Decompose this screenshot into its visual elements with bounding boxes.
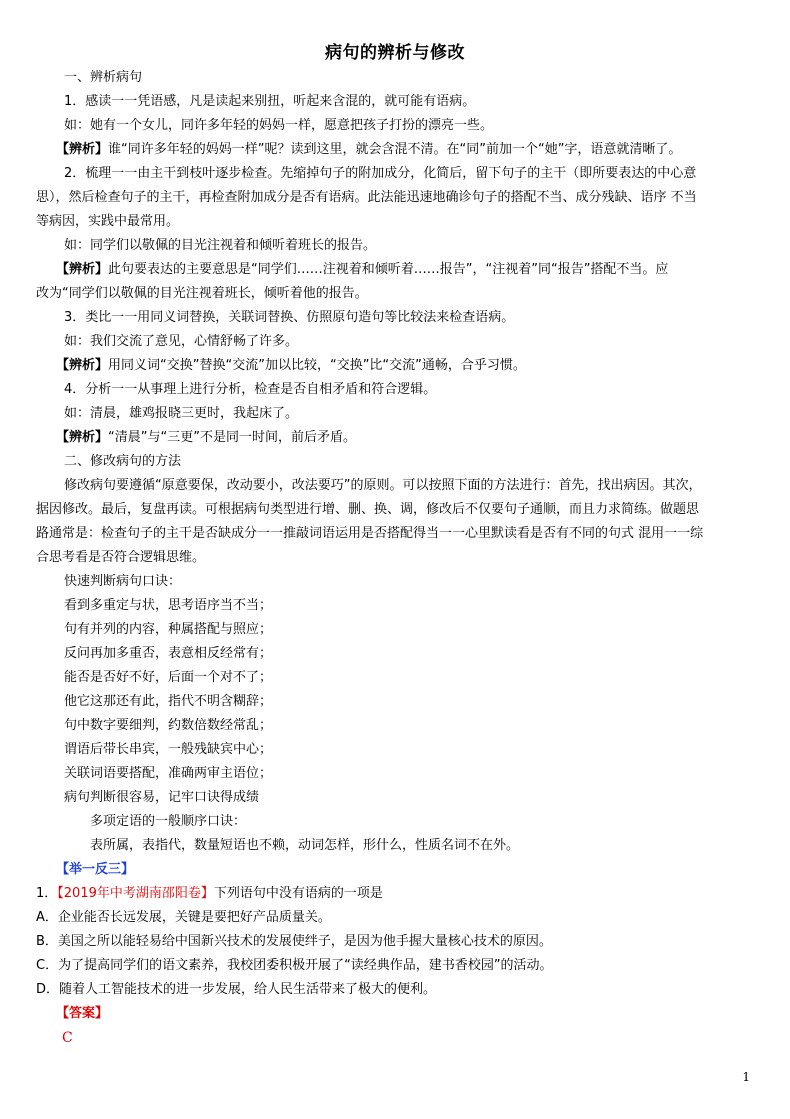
order-text: 表所属，表指代，数量短语也不赖，动词怎样，形什么，性质名词不在外。 [90, 838, 520, 853]
method-3-analysis [56, 354, 754, 378]
method-2-analysis [56, 258, 754, 282]
analysis-text: 此句要表达的主要意思是“同学们……注视着和倾听着……报告”，“注视着”同“报告”搭配不当。应 [108, 262, 669, 277]
rhyme-line: 谓语后带长串宾，一般残缺宾中心； [64, 742, 273, 757]
section-heading: 一、辨析病句 [64, 70, 143, 85]
rhyme-line: 能否是否好不好，后面一个对不了； [64, 670, 273, 685]
analysis-text: 用同义词“交换”替换“交流”加以比较，“交换”比“交流”通畅，合乎习惯。 [108, 358, 526, 373]
analysis-tag: 【辨析】 [56, 430, 109, 445]
method-3-example: 如：我们交流了意见，心情舒畅了许多。 [64, 334, 299, 349]
question-1 [36, 882, 754, 906]
page-number: 1 [742, 1070, 750, 1084]
method-1-example: 如：她有一个女儿，同许多年轻的妈妈一样，愿意把孩子打扮的漂亮一些。 [64, 118, 494, 133]
section-heading: 二、修改病句的方法 [64, 454, 182, 469]
method-1: 1．感读一一凭语感，凡是读起来别扭，听起来含混的，就可能有语病。 [64, 94, 476, 109]
answer-value: C [62, 1030, 73, 1046]
question-source: 【2019年中考湖南邵阳卷】 [57, 886, 214, 901]
analysis-tag: 【辨析】 [56, 262, 109, 277]
revision-para-line-2: 据因修改。最后，复盘再读。可根据病句类型进行增、删、换、调，修改后不仅要句子通顺，而且力求简练。做题思 [36, 502, 700, 517]
method-1-analysis [56, 138, 754, 162]
document-body [36, 66, 754, 1050]
method-2-line-1: 2．梳理一一由主干到枝叶逐步检查。先缩掉句子的附加成分，化简后，留下句子的主干（即所要表达的中心意 [64, 166, 697, 181]
rhyme-line: 他它这那还有此，指代不明含糊辞； [64, 694, 273, 709]
question-text: 下列语句中没有语病的一项是 [213, 886, 383, 901]
rhyme-line: 看到多重定与状，思考语序当不当； [64, 598, 273, 613]
page-title: 病句的辨析与修改 [325, 43, 465, 63]
analysis-tag: 【辨析】 [56, 142, 109, 157]
option-d: D．随着人工智能技术的进一步发展，给人民生活带来了极大的便利。 [36, 982, 437, 997]
rhyme-list [64, 594, 754, 810]
rhyme-line: 病句判断很容易，记牢口诀得成绩 [64, 790, 260, 805]
rhyme-line: 反问再加多重否，表意相反经常有； [64, 646, 273, 661]
analysis-text: “清晨”与“三更”不是同一时间，前后矛盾。 [108, 430, 356, 445]
practice-heading: 【举一反三】 [56, 862, 135, 877]
rhyme-line: 关联词语要搭配，准确两审主语位； [64, 766, 273, 781]
rhyme-line: 句中数字要细判，约数倍数经常乱； [64, 718, 273, 733]
revision-para-line-1: 修改病句要遵循“原意要保，改动要小，改法要巧”的原则。可以按照下面的方法进行：首先，找出病因。其次， [64, 478, 702, 493]
order-title: 多项定语的一般顺序口诀： [90, 814, 247, 829]
analysis-text: 谁“同许多年轻的妈妈一样”呢？读到这里，就会含混不清。在“同”前加一个“她”字，语意就清晰了。 [108, 142, 682, 157]
answer-label: 【答案】 [56, 1006, 109, 1021]
option-a: A．企业能否长远发展，关键是要把好产品质量关。 [36, 910, 331, 925]
option-b: B．美国之所以能轻易给中国新兴技术的发展使绊子，是因为他手握大量核心技术的原因。 [36, 934, 552, 949]
method-2-line-3: 等病因，实践中最常用。 [36, 214, 180, 229]
revision-para-line-3: 路通常是：检查句子的主干是否缺成分一一推敲词语运用是否搭配得当一一心里默读看是否有不同的句式 混用一一综 [36, 526, 704, 541]
option-c: C．为了提高同学们的语文素养，我校团委积极开展了“读经典作品，建书香校园”的活动。 [36, 958, 553, 973]
method-2-analysis-cont: 改为“同学们以敬佩的目光注视着班长，倾听着他的报告。 [36, 286, 368, 301]
question-number: 1． [36, 886, 58, 901]
method-2-example: 如：同学们以敬佩的目光注视着和倾听着班长的报告。 [64, 238, 377, 253]
method-4: 4．分析一一从事理上进行分析，检查是否自相矛盾和符合逻辑。 [64, 382, 437, 397]
rhyme-title: 快速判断病句口诀： [64, 574, 182, 589]
analysis-tag: 【辨析】 [56, 358, 109, 373]
method-4-example: 如：清晨，雄鸡报晓三更时，我起床了。 [64, 406, 299, 421]
revision-para-line-4: 合思考看是否符合逻辑思维。 [36, 550, 206, 565]
method-2-line-2: 思），然后检查句子的主干，再检查附加成分是否有语病。此法能迅速地确诊句子的搭配不当、成分残缺、语序 不当 [36, 190, 697, 205]
method-4-analysis [56, 426, 754, 450]
method-3: 3．类比一一用同义词替换，关联词替换、仿照原句造句等比较法来检查语病。 [64, 310, 515, 325]
rhyme-line: 句有并列的内容，种属搭配与照应； [64, 622, 273, 637]
